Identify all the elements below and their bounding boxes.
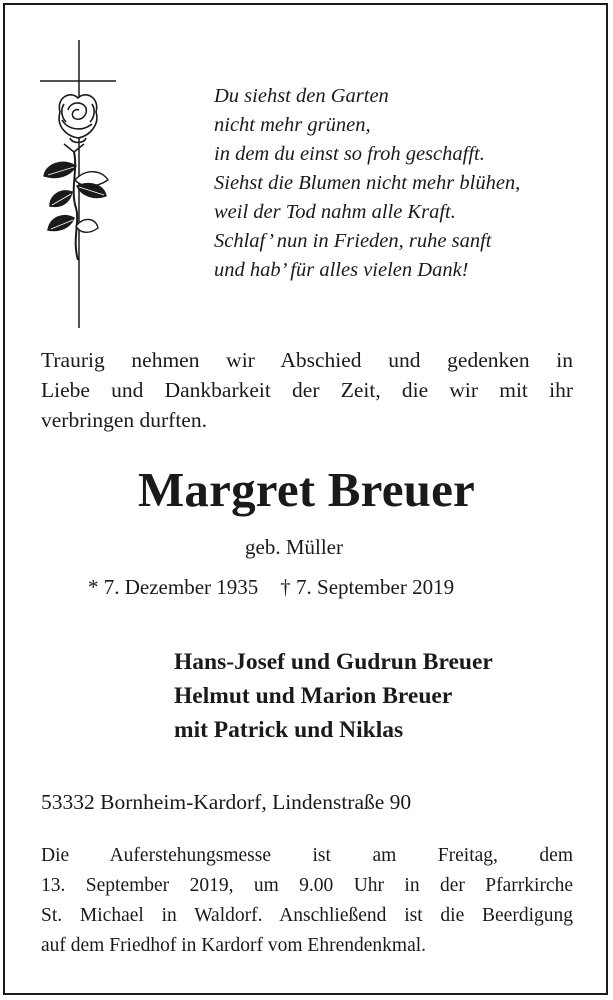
poem-line: Siehst die Blumen nicht mehr blühen, (214, 172, 521, 194)
intro-line: Liebe und Dankbarkeit der Zeit, die wir mit ihr (41, 378, 573, 402)
family-names (174, 645, 493, 747)
poem-line: Du siehst den Garten (214, 85, 389, 107)
poem-line: Schlaf’ nun in Frieden, ruhe sanft (214, 230, 492, 252)
service-info (41, 841, 573, 961)
birth-date: * 7. Dezember 1935 (88, 575, 259, 599)
maiden-name: geb. Müller (245, 535, 343, 559)
poem-line: weil der Tod nahm alle Kraft. (214, 201, 456, 223)
family-line: Helmut und Marion Breuer (174, 683, 453, 709)
service-line: 13. September 2019, um 9.00 Uhr in der Pfarrkirche (41, 875, 573, 896)
poem-line: in dem du einst so froh geschafft. (214, 143, 485, 165)
family-line: mit Patrick und Niklas (174, 717, 404, 743)
service-line: Die Auferstehungsmesse ist am Freitag, dem (41, 845, 573, 866)
poem-line: und hab’ für alles vielen Dank! (214, 259, 469, 281)
service-line: auf dem Friedhof in Kardorf vom Ehrendenkmal. (41, 935, 427, 956)
intro-paragraph (41, 345, 573, 435)
service-line: St. Michael in Waldorf. Anschließend ist die Beerdigung (41, 905, 573, 926)
family-line: Hans-Josef und Gudrun Breuer (174, 649, 493, 675)
deceased-name: Margret Breuer (137, 462, 476, 517)
death-date: † 7. September 2019 (280, 575, 455, 599)
address: 53332 Bornheim-Kardorf, Lindenstraße 90 (41, 790, 412, 814)
life-dates (88, 572, 454, 602)
intro-line: Traurig nehmen wir Abschied und gedenken in (41, 348, 573, 372)
cross-with-rose-icon (34, 40, 124, 330)
intro-line: verbringen durften. (41, 408, 207, 432)
poem (214, 82, 520, 285)
poem-line: nicht mehr grünen, (214, 114, 371, 136)
